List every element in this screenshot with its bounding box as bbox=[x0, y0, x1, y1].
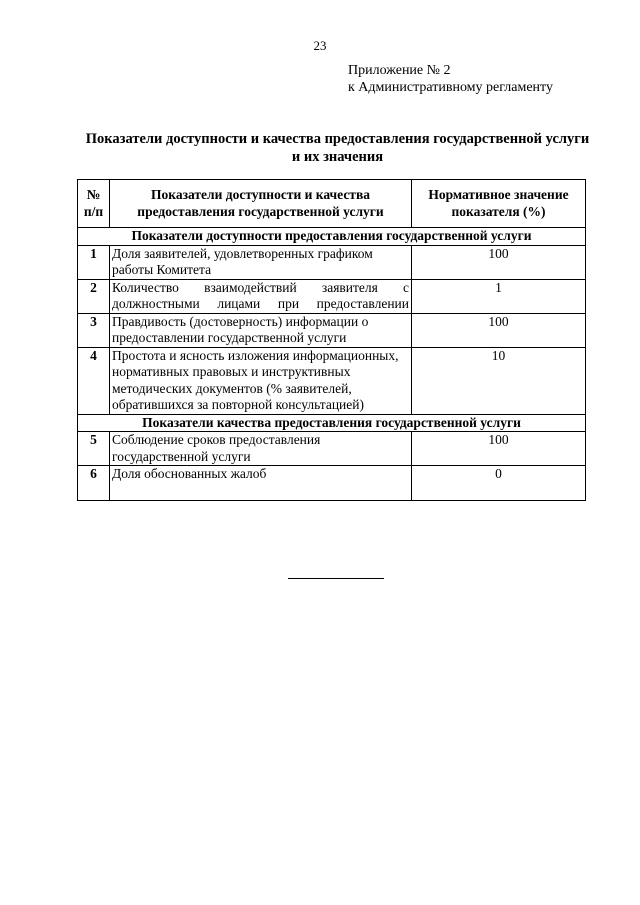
row-num: 3 bbox=[78, 313, 110, 347]
end-divider bbox=[288, 578, 384, 579]
row-num: 4 bbox=[78, 347, 110, 414]
section-title: Показатели качества предоставления государственной услуги bbox=[78, 414, 586, 432]
section-row-accessibility bbox=[78, 228, 586, 246]
row-value: 100 bbox=[412, 432, 586, 466]
row-indicator: Соблюдение сроков предоставления государственной услуги bbox=[110, 432, 412, 466]
row-num: 2 bbox=[78, 279, 110, 313]
section-row-quality bbox=[78, 414, 586, 432]
document-title: Показатели доступности и качества предоставления государственной услуги и их значения bbox=[85, 131, 590, 165]
row-value: 1 bbox=[412, 279, 586, 313]
row-value: 10 bbox=[412, 347, 586, 414]
row-indicator: Доля заявителей, удовлетворенных графиком работы Комитета bbox=[110, 245, 412, 279]
row-num: 1 bbox=[78, 245, 110, 279]
row-value: 100 bbox=[412, 245, 586, 279]
header-num: № п/п bbox=[78, 180, 110, 228]
header-name: Показатели доступности и качества предоставления государственной услуги bbox=[110, 180, 412, 228]
table-row bbox=[78, 245, 586, 279]
row-indicator: Количество взаимодействий заявителя с должностными лицами при предоставлении bbox=[112, 279, 409, 311]
row-value: 0 bbox=[412, 466, 586, 501]
appendix-note bbox=[348, 62, 553, 96]
table-row bbox=[78, 313, 586, 347]
row-indicator-cell bbox=[110, 279, 412, 313]
row-value: 100 bbox=[412, 313, 586, 347]
row-indicator: Простота и ясность изложения информационных, нормативных правовых и инструктивных методических документов (% заявителей, обратившихся за повторной консультацией) bbox=[110, 347, 412, 414]
header-value: Нормативное значение показателя (%) bbox=[412, 180, 586, 228]
table-row bbox=[78, 279, 586, 313]
row-indicator: Доля обоснованных жалоб bbox=[110, 466, 412, 501]
table-row bbox=[78, 347, 586, 414]
section-title: Показатели доступности предоставления государственной услуги bbox=[78, 228, 586, 246]
row-indicator: Правдивость (достоверность) информации о предоставлении государственной услуги bbox=[110, 313, 412, 347]
table-header-row bbox=[78, 180, 586, 228]
row-num: 5 bbox=[78, 432, 110, 466]
table-row bbox=[78, 466, 586, 501]
table-row bbox=[78, 432, 586, 466]
appendix-line-2: к Административному регламенту bbox=[348, 80, 553, 95]
page-number: 23 bbox=[313, 38, 327, 53]
indicators-table bbox=[77, 179, 586, 501]
row-num: 6 bbox=[78, 466, 110, 501]
appendix-line-1: Приложение № 2 bbox=[348, 63, 451, 78]
